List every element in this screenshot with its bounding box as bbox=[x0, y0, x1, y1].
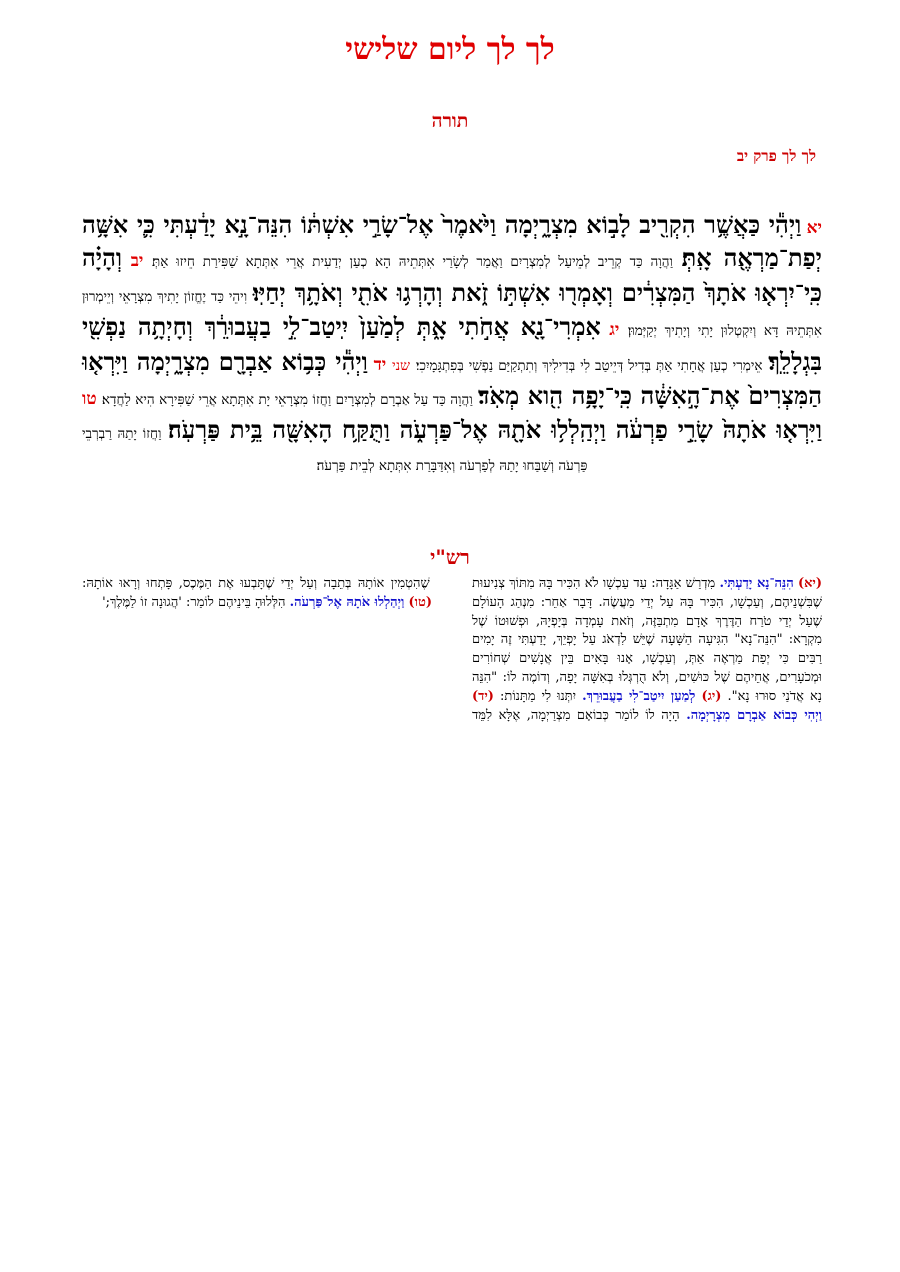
dibbur-hamatchil: לְמַעַן יִיטַב־לִי בַעֲבוּרֵךְ. bbox=[582, 688, 696, 704]
verse-number: יג bbox=[609, 320, 620, 341]
dibbur-hamatchil: וַיְהִי כְּבוֹא אַבְרָם מִצְרָיְמָה. bbox=[686, 707, 822, 723]
verse-number: טו bbox=[82, 389, 97, 410]
targum-text: אֵימְרִי כְעַן אֲחָתִי אַתְּ בְּדִיל דְּיֵיטַב לִי בְּדִילִיךְ וְתִתְקַיַּם נַפְשִׁי בְּפִתְגָּמָיִכִי׃ bbox=[415, 357, 763, 374]
aliyah-marker: שני bbox=[391, 357, 411, 374]
dibbur-hamatchil: הִנֵּה־נָא יָדַעְתִּי. bbox=[719, 576, 794, 591]
verse-text: וַיְהִ֕י כְּב֥וֹא אַבְרָ֖ם מִצְרָ֑יְמָה וַיִּרְא֤וּ הַמִּצְרִים֙ אֶת־הָ֣אִשָּׁ֔ה כִּֽי־יָפָ֥ה הִ֖וא מְאֹֽד׃ bbox=[82, 346, 822, 411]
rashi-verse-number: (טו) bbox=[408, 594, 432, 610]
verse-text: וַיִּרְא֤וּ אֹתָהּ֙ שָׂרֵ֣י פַרְעֹ֔ה וַיְהַֽלְל֥וּ אֹתָ֖הּ אֶל־פַּרְעֹ֑ה וַתֻּקַּ֥ח הָאִשָּׁ֖ה בֵּ֥ית פַּרְעֹֽה׃ bbox=[167, 415, 822, 445]
rashi-verse-number: (יא) bbox=[797, 576, 822, 591]
targum-text: וַהֲוָה כַּד עַל אַבְרָם לְמִצְרָיִם וַחֲזוֹ מִצְרָאֵי יָת אִתְּתָא אֲרֵי שַׁפִּירָא הִיא לַחֲדָא׃ bbox=[101, 392, 473, 409]
rashi-text: הָיָה לוֹ לוֹמַר כְּבוֹאָם מִצְרַיְמָה, אֶלָּא לִמֵּד שֶׁהִטְמִין אוֹתָהּ בְּתֵבָה וְעַל יְדֵי שֶׁתָּבְעוּ אֶת הַמֶּכֶס, פָּתְחוּ וְרָאוּ אוֹתָהּ: bbox=[82, 576, 680, 723]
chapter-heading: לך לך פרק יב bbox=[736, 147, 816, 165]
rashi-text: הִלְּלוּהָ בֵּינֵיהֶם לוֹמַר: 'הֲגוּנָה זוֹ לַמֶּלֶךְ;' bbox=[102, 594, 286, 610]
verse bbox=[82, 210, 822, 273]
verse-number: יב bbox=[130, 251, 144, 272]
torah-text bbox=[82, 210, 822, 481]
section-title: תורה bbox=[431, 110, 469, 132]
verse-text: אִמְרִי־נָ֖א אֲחֹ֣תִי אָ֑תְּ לְמַ֙עַן֙ יִֽיטַב־לִ֣י בַעֲבוּרֵ֔ךְ וְחָיְתָ֥ה נַפְשִׁ֖י בִּגְלָלֵֽךְ׃ bbox=[82, 312, 822, 376]
verse-number: יד bbox=[373, 354, 387, 375]
rashi-commentary bbox=[82, 575, 822, 745]
verse-number: יא bbox=[806, 218, 822, 238]
targum-text: וִיהֵי כַּד יֶחֱזוֹן יָתִיךְ מִצְרָאֵי וְיֵימְרוּן אִתְּתֵיהּ דָּא וְיִקְטְלוּן יָתִי וְיָתִיךְ יְקַיְּמוּן׃ bbox=[82, 288, 823, 340]
dibbur-hamatchil: וַיְהַלְלוּ אֹתָהּ אֶל־פַּרְעֹה. bbox=[289, 594, 405, 610]
page-title: לך לך ליום שלישי bbox=[345, 32, 555, 67]
rashi-entry bbox=[472, 576, 822, 704]
rashi-text: מִדְרַשׁ אַגָּדָה: עַד עַכְשָׁו לֹא הִכִּיר בָּהּ מִתּוֹךְ צְנִיעוּת שֶׁבִּשְׁנֵיהֶם, וְעַכְשָׁו, הִכִּיר בָּהּ עַל יְדֵי מַעֲשֶׂה. דָּבָר אַחֵר: מִנְהַג הָעוֹלָם שֶׁעַל יְדֵי טֹרַח הַדֶּרֶךְ אָדָם מִתְבַּזֶּה, וְזֹאת עָמְדָה בְּיָפְיָהּ, וּפְשׁוּטוֹ שֶׁל מִקְרָא: "הִנֵּה־נָא" הִגִּיעָה הַשָּׁעָה שֶׁיֵּשׁ לִדְאֹג עַל יָפְיֵךְ, יָדַעְתִּי זֶה יָמִים רַבִּים כִּי יְפַת מַרְאֶה אַתְּ, וְעַכְשָׁו, אָנוּ בָּאִים בֵּין אֲנָשִׁים שְׁחוֹרִים וּמְכֹעָרִים, אֲחֵיהֶם שֶׁל כּוּשִׁים, וְלֹא הֻרְגְּלוּ בְּאִשָּׁה יָפָה, וְדוֹמֶה לוֹ: "הִנֵּה נָא אֲדֹנַי סוּרוּ נָא". bbox=[472, 576, 822, 704]
verse-text: וַיְהִ֕י כַּאֲשֶׁ֥ר הִקְרִ֖יב לָב֣וֹא מִצְרָ֑יְמָה וַיֹּ֙אמֶר֙ אֶל־שָׂרַ֣י אִשְׁתּ֔וֹ הִנֵּה־נָ֣א יָדַ֔עְתִּי כִּ֛י אִשָּׁ֥ה יְפַת־מַרְאֶ֖ה אָֽתְּ׃ bbox=[82, 210, 822, 273]
verse-text: וְהָיָ֗ה כִּֽי־יִרְא֤וּ אֹתָךְ֙ הַמִּצְרִ֔ים וְאָמְר֖וּ אִשְׁתּ֣וֹ זֹ֑את וְהָרְג֥וּ אֹתִ֖י וְאֹתָ֥ךְ יְחַיּֽוּ׃ bbox=[82, 243, 822, 307]
targum-text: וַחֲזוֹ יָתַהּ רַבְרְבֵי פַּרְעֹה וְשַׁבַּחוּ יָתַהּ לְפַרְעֹה וְאִדַּבָּרַת אִתְּתָא לְבֵית פַּרְעֹה׃ bbox=[82, 426, 588, 474]
rashi-entry bbox=[494, 689, 721, 704]
rashi-verse-number: (יד) bbox=[472, 688, 494, 704]
targum-text: וַהֲוָה כַּד קְרֵיב לְמֵיעַל לְמִצְרָיִם וַאֲמַר לְשָׂרַי אִתְּתֵיהּ הָא כְעַן יְדַעִית אֲרֵי אִתְּתָא שַׁפִּירַת חֵיזוּ אַתְּ׃ bbox=[151, 254, 673, 271]
rashi-title: רש"י bbox=[430, 545, 470, 569]
rashi-text: יִתְּנוּ לִי מַתָּנוֹת: bbox=[500, 688, 577, 704]
rashi-entry bbox=[102, 595, 432, 610]
rashi-verse-number: (יג) bbox=[701, 688, 722, 704]
